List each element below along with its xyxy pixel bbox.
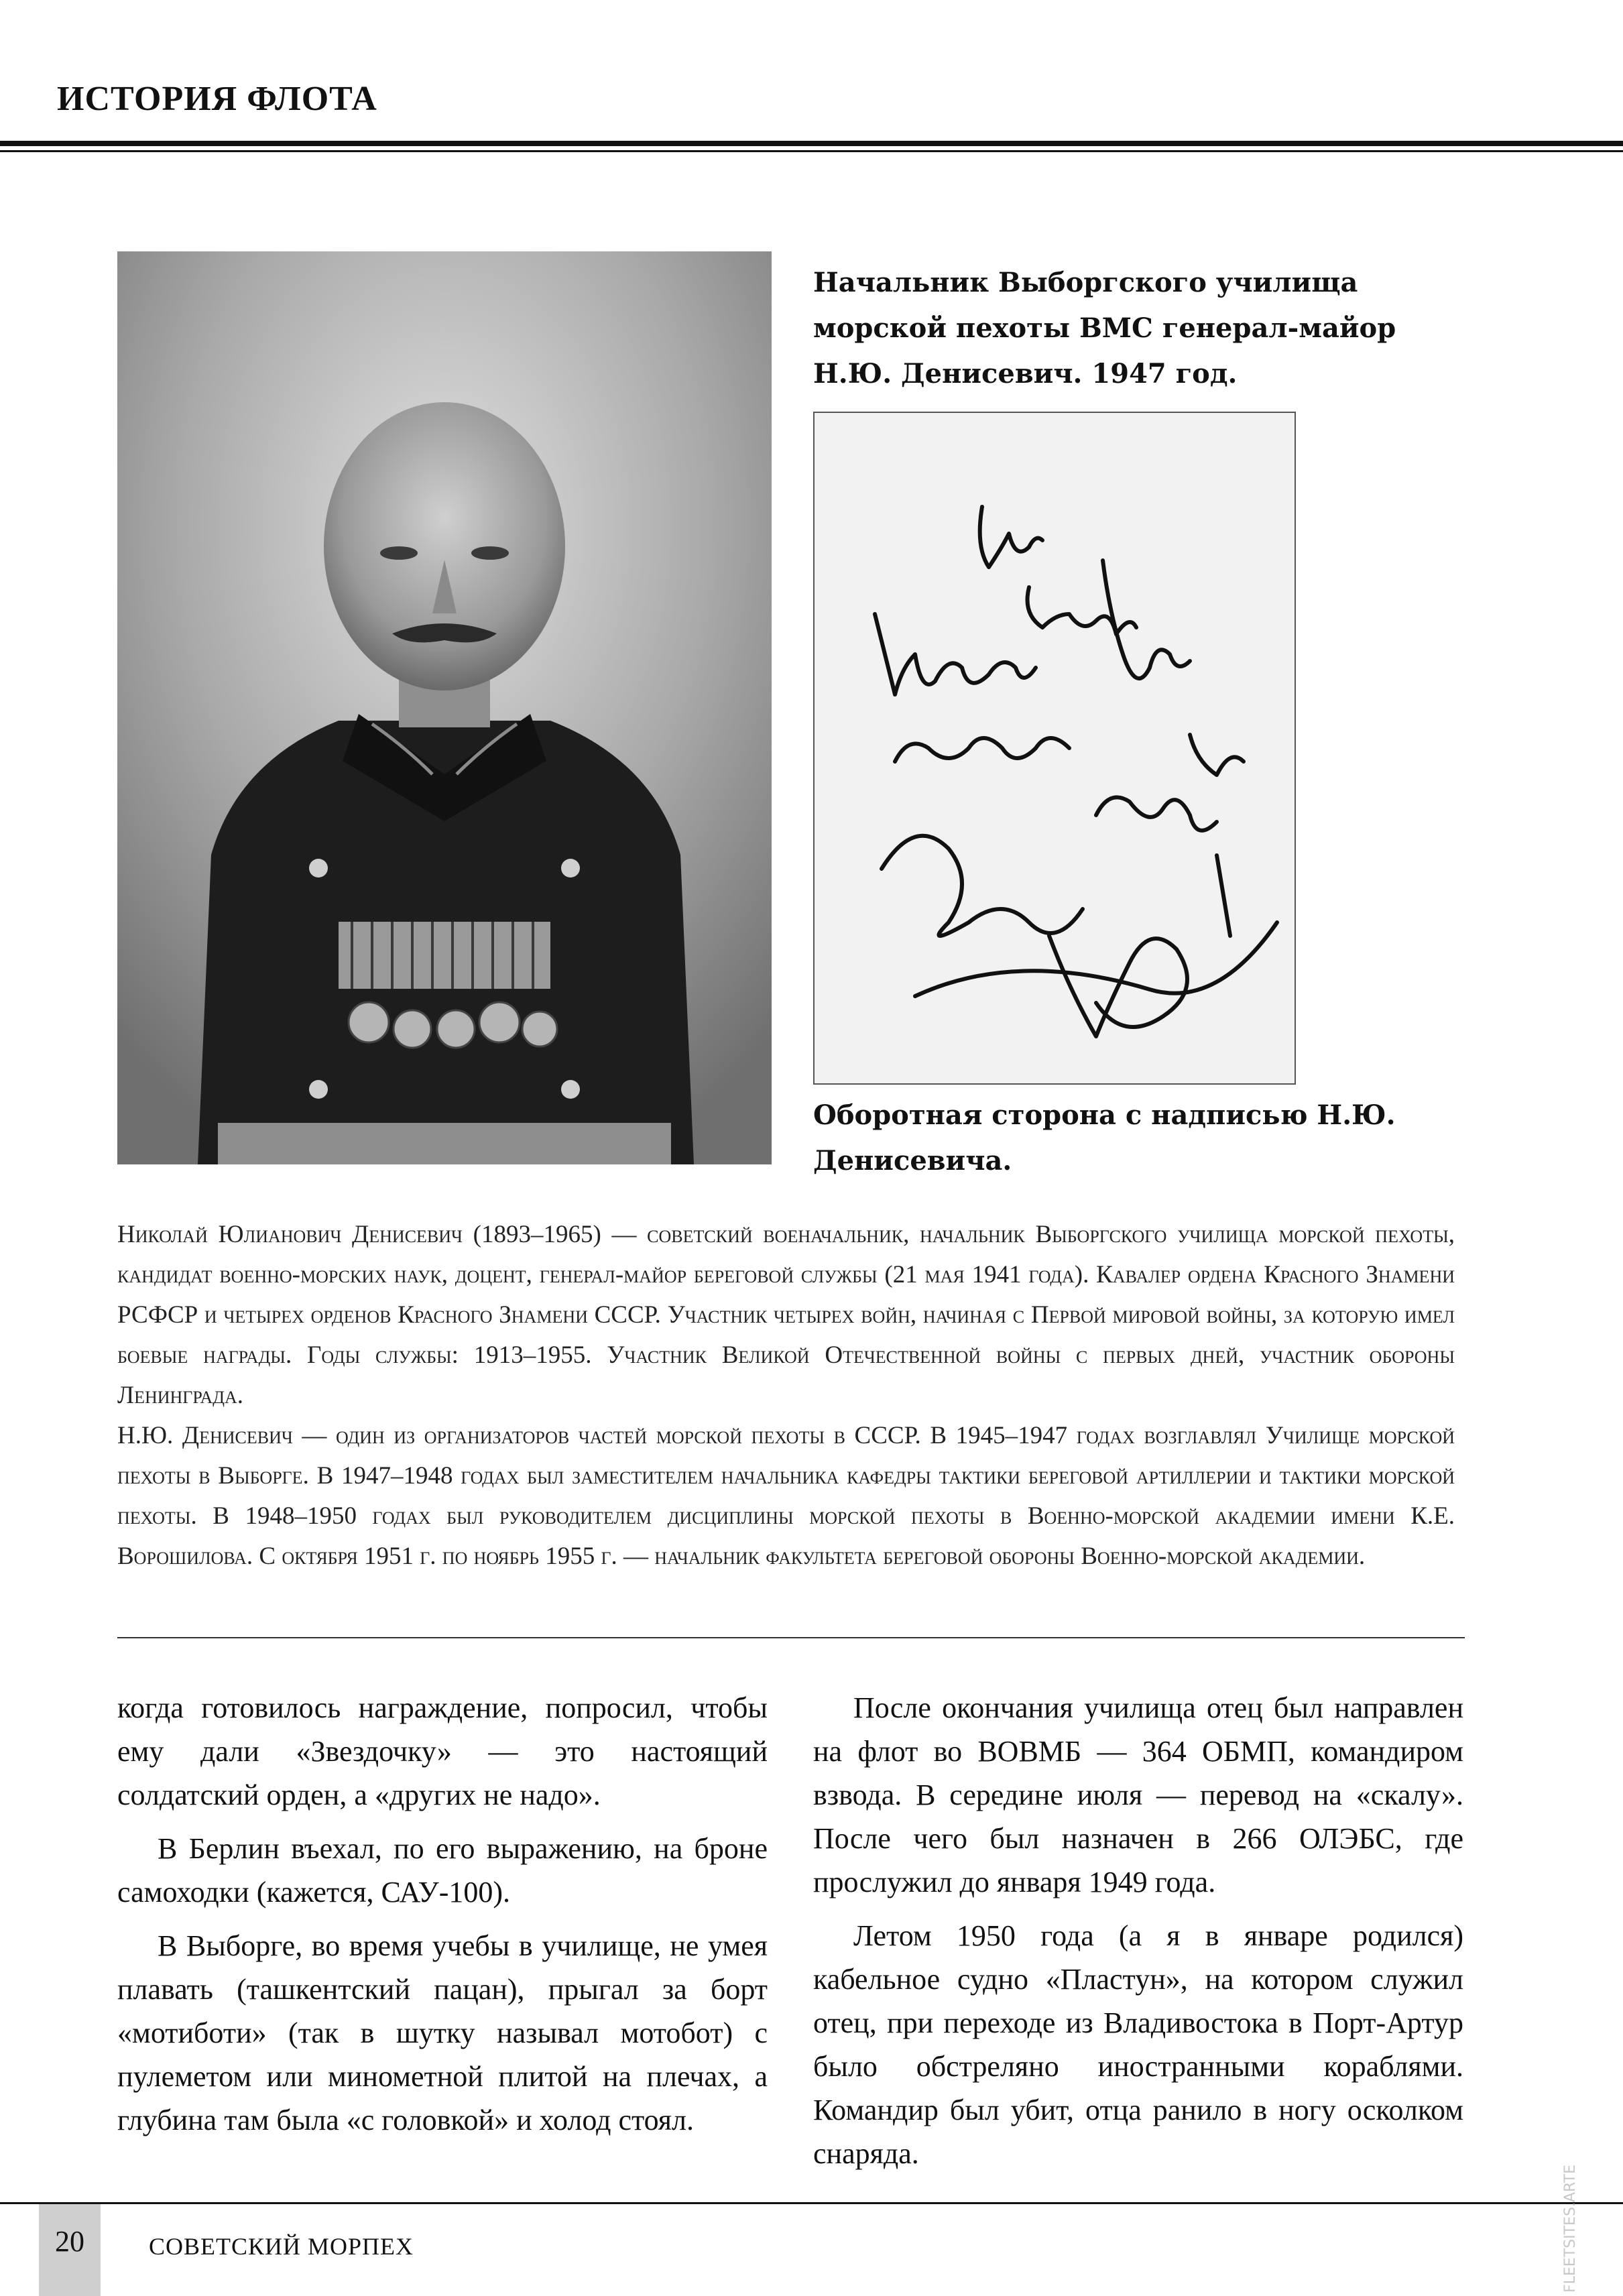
inscription-photo — [813, 412, 1296, 1085]
journal-name: СОВЕТСКИЙ МОРПЕХ — [149, 2233, 414, 2260]
section-title: ИСТОРИЯ ФЛОТА — [57, 80, 377, 118]
header-rule-thin — [0, 150, 1623, 152]
body-paragraph: когда готовилось награждение, попросил, чтобы ему дали «Звездочку» — это настоящий солдатский орден, а «других не надо». — [117, 1691, 768, 1811]
portrait-caption: Начальник Выборгского училища морской пехоты ВМС генерал-майор Н.Ю. Денисевич. 1947 год. — [813, 267, 1396, 389]
bio-block — [117, 1215, 1455, 1577]
page-number: 20 — [55, 2225, 84, 2258]
body-paragraph: В Выборге, во время учебы в училище, не умея плавать (ташкентский пацан), прыгал за борт «мотиботи» (так в шутку называл мотобот) с пулеметом или минометной плитой на плечах, а глубина там была «с головкой» и холод стоял. — [117, 1929, 768, 2136]
inscription-caption: Оборотная сторона с надписью Н.Ю. Денисевича. — [813, 1099, 1396, 1176]
body-paragraph: В Берлин въехал, по его выражению, на броне самоходки (кажется, САУ-100). — [117, 1832, 768, 1909]
body-column-right — [813, 1686, 1463, 2185]
footer-rule — [0, 2202, 1623, 2204]
header-rule — [0, 141, 1623, 146]
bio-paragraph-2: Н.Ю. Денисевич — один из организаторов частей морской пехоты в СССР. В 1945–1947 годах возглавлял Училище морской пехоты в Выборге. В 1947–1948 годах был заместителем начальника кафедры тактики береговой артиллерии и тактики морской пехоты. В 1948–1950 годах был руководителем дисциплины морской пехоты в Военно-морской академии имени К.Е. Ворошилова. С октября 1951 г. по ноябрь 1955 г. — начальник факультета береговой обороны Военно-морской академии. — [117, 1422, 1455, 1570]
body-column-left — [117, 1686, 768, 2152]
portrait-photo — [117, 251, 772, 1164]
bio-divider — [117, 1637, 1465, 1638]
watermark: FLEETSITES.ARTE — [1562, 2165, 1579, 2293]
body-paragraph: Летом 1950 года (а я в январе родился) кабельное судно «Пластун», на котором служил отец, при переходе из Владивостока в Порт-Артур было обстреляно иностранными кораблями. Командир был убит, отца ранило в ногу осколком снаряда. — [813, 1919, 1463, 2170]
bio-paragraph-1: Николай Юлианович Денисевич (1893–1965) — советский военачальник, начальник Выборгского училища морской пехоты, кандидат военно-морских наук, доцент, генерал-майор береговой службы (21 мая 1941 года). Кавалер ордена Красного Знамени РСФСР и четырех орденов Красного Знамени СССР. Участник четырех войн, начиная с Первой мировой войны, за которую имел боевые награды. Годы службы: 1913–1955. Участник Великой Отечественной войны с первых дней, участник обороны Ленинграда. — [117, 1221, 1455, 1409]
body-paragraph: После окончания училища отец был направлен на флот во ВОВМБ — 364 ОБМП, командиром взвода. В середине июля — перевод на «скалу». После чего был назначен в 266 ОЛЭБС, где прослужил до января 1949 года. — [813, 1691, 1463, 1898]
